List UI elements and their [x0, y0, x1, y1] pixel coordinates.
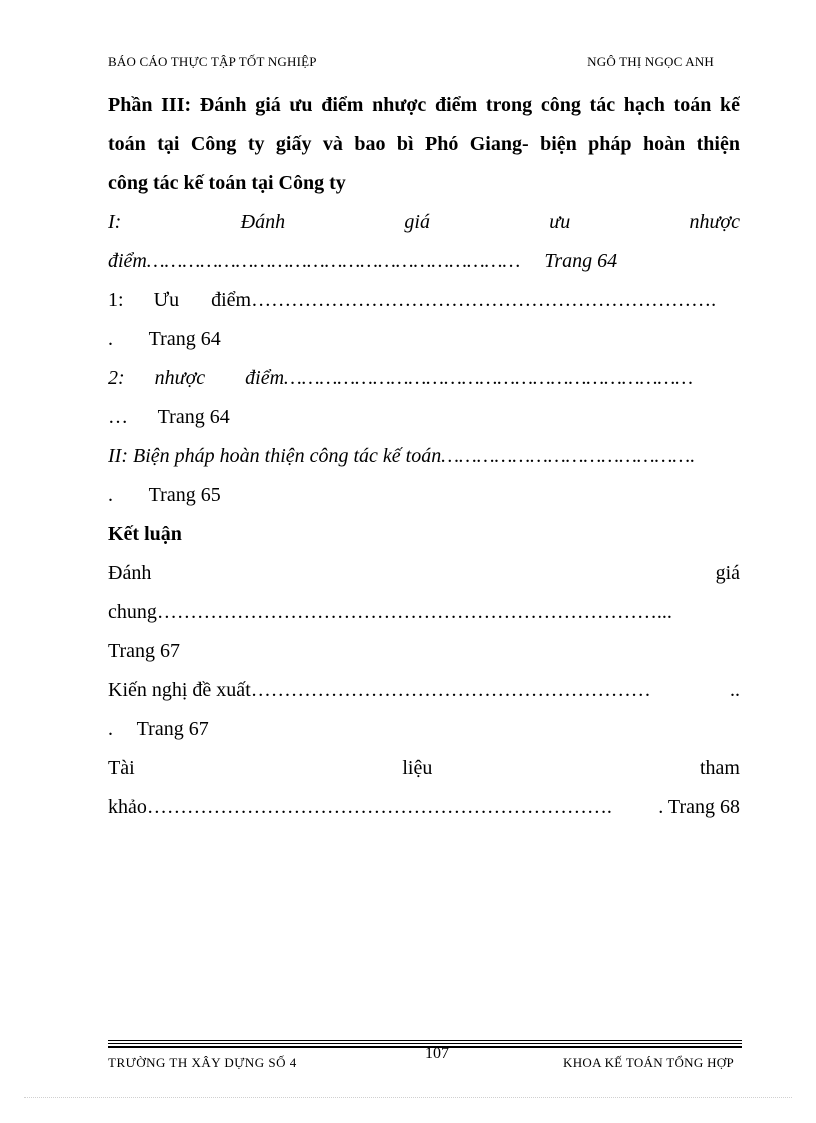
toc-item-1-line-1 [108, 203, 740, 242]
toc-item-2-line-2 [108, 476, 740, 515]
header-author-name: NGÔ THỊ NGỌC ANH [587, 54, 714, 69]
toc-item-3-line-1 [108, 554, 740, 593]
toc-item-3-line-2 [108, 593, 740, 632]
toc-item-5-line-2 [108, 788, 740, 827]
toc-item-1-2-line-2 [108, 398, 740, 437]
section-title-line-3: công tác kế toán tại Công ty [108, 172, 346, 194]
toc-item-1-1-number: 1: [108, 289, 124, 311]
page-bottom-edge [24, 1097, 792, 1098]
toc-item-4-text: Kiến nghị đề xuất [108, 679, 251, 701]
toc-item-1-word-1: I: [108, 211, 122, 233]
toc-item-1-line-2 [108, 242, 740, 281]
toc-item-2-line-1 [108, 437, 740, 476]
toc-item-1-page: Trang 64 [544, 250, 618, 272]
toc-item-4-dots: …………………………………………………… [250, 679, 651, 701]
toc-item-1-2-page: Trang 64 [157, 406, 230, 428]
footer-rule-top [108, 1040, 742, 1041]
toc-item-1-word-3: giá [404, 211, 430, 233]
toc-item-5-text: khảo [108, 796, 147, 818]
section-title-line-1: Phần III: Đánh giá ưu điểm nhược điểm trong công tác hạch toán kế [108, 94, 740, 116]
toc-item-1-1-line-2 [108, 320, 740, 359]
toc-item-1-1-line-1 [108, 281, 740, 320]
page-header [108, 54, 714, 72]
toc-item-5-word-3: tham [700, 757, 740, 779]
toc-item-1-word-5: nhược [689, 211, 740, 233]
toc-item-1-2-word-2: điểm [245, 367, 285, 389]
toc-item-1-2-number: 2: [108, 367, 125, 389]
page-footer [108, 1045, 742, 1073]
toc-item-5-page: . Trang 68 [658, 796, 740, 818]
toc-item-1-text: điểm [108, 250, 147, 272]
footer-page-number: 107 [425, 1045, 449, 1062]
toc-item-5-dots: ……………………………………………………………. [146, 796, 612, 818]
footer-school-name: TRƯỜNG TH XÂY DỰNG SỐ 4 [108, 1055, 297, 1070]
toc-item-1-1-word-1: Ưu [153, 289, 180, 311]
toc-item-5-word-1: Tài [108, 757, 135, 779]
toc-item-2-page: Trang 65 [148, 484, 221, 506]
toc-item-1-1-word-2: điểm [211, 289, 252, 311]
toc-item-4-continuation: . [108, 718, 113, 740]
toc-item-1-2-line-1 [108, 359, 740, 398]
toc-item-3-dots: …………………………………………………………………... [156, 601, 672, 623]
toc-item-1-2-word-1: nhược [154, 367, 206, 389]
toc-item-2-dots: ……………………………………. [441, 445, 696, 467]
toc-item-1-1-page: Trang 64 [148, 328, 221, 350]
toc-item-1-2-continuation: … [108, 406, 128, 428]
toc-item-1-2-dots: …………………………………………………………… [284, 367, 694, 389]
conclusion-heading: Kết luận [108, 523, 182, 545]
toc-item-5-word-2: liệu [402, 757, 433, 779]
footer-rule-middle [108, 1043, 742, 1044]
footer-department: KHOA KẾ TOÁN TỔNG HỢP [563, 1055, 734, 1070]
toc-item-3-line-3 [108, 632, 740, 671]
toc-item-1-1-continuation: . [108, 328, 113, 350]
toc-item-1-dots: ……………………………………………………… [146, 250, 521, 272]
toc-item-2-continuation: . [108, 484, 113, 506]
toc-item-5-line-1 [108, 749, 740, 788]
toc-item-1-word-4: ưu [549, 211, 571, 233]
header-report-title: BÁO CÁO THỰC TẬP TỐT NGHIỆP [108, 54, 317, 69]
toc-item-3-page: Trang 67 [108, 640, 181, 662]
toc-item-4-page: Trang 67 [136, 718, 209, 740]
toc-item-4-line-2 [108, 710, 740, 749]
toc-item-2-text: II: Biện pháp hoàn thiện công tác kế toán [108, 445, 442, 467]
toc-item-4-tail: .. [730, 679, 740, 701]
toc-item-1-1-dots: ……………………………………………………………. [251, 289, 717, 311]
toc-item-1-word-2: Đánh [240, 211, 286, 233]
section-title-line-2: toán tại Công ty giấy và bao bì Phó Giang- biện pháp hoàn thiện [108, 133, 740, 155]
toc-item-4-line-1 [108, 671, 740, 710]
toc-item-3-text: chung [108, 601, 157, 623]
toc-item-3-word-2: giá [715, 562, 740, 584]
toc-item-3-word-1: Đánh [108, 562, 152, 584]
table-of-contents [108, 86, 740, 827]
